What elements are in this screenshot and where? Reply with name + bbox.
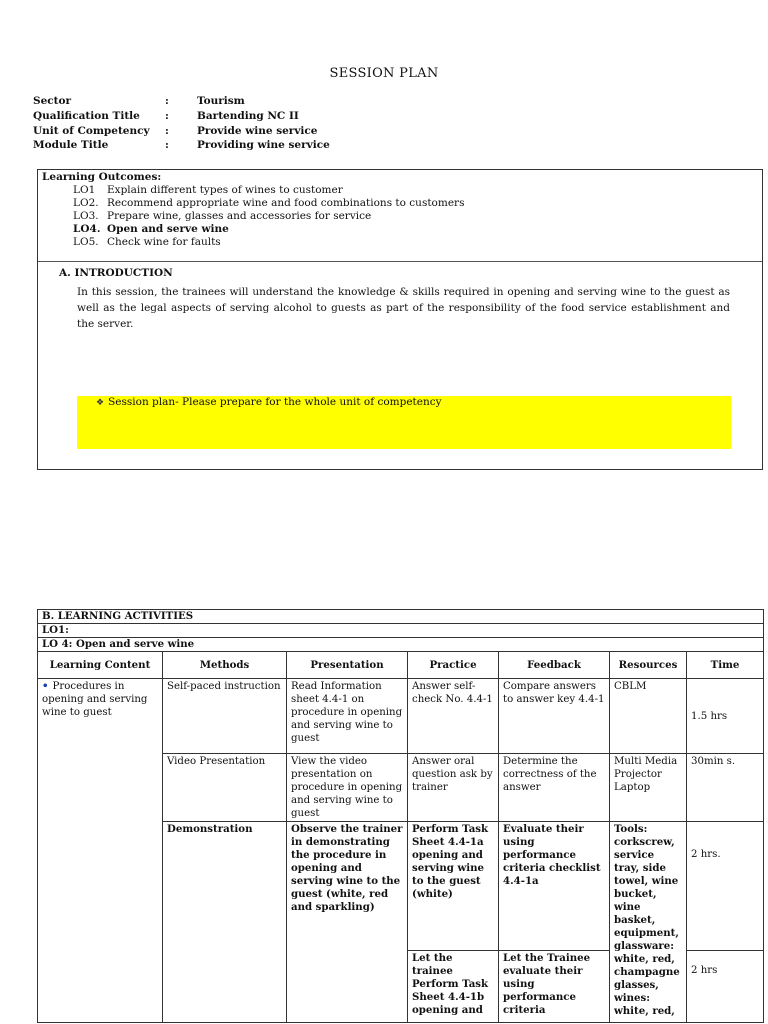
lo-text: Recommend appropriate wine and food combinations to customers <box>107 197 465 209</box>
highlighted-note <box>77 396 731 449</box>
introduction-heading: A. INTRODUCTION <box>59 267 173 279</box>
learning-outcomes-heading: Learning Outcomes: <box>42 171 162 183</box>
header-key: Qualification Title <box>33 110 140 122</box>
diamond-bullet-icon: ❖ <box>96 398 105 408</box>
learning-outcome-item <box>73 210 371 222</box>
activities-heading: B. LEARNING ACTIVITIES <box>38 610 764 624</box>
lo-text: Check wine for faults <box>107 236 221 248</box>
presentation-cell: View the video presentation on procedure in opening and serving wine to guest <box>287 754 408 822</box>
lo-number: LO4. <box>73 223 101 235</box>
header-colon: : <box>165 95 169 107</box>
learning-outcome-item <box>73 197 464 209</box>
bullet-icon: • <box>42 680 49 692</box>
resources-cell: Tools: corkscrew, service tray, side towel, wine bucket, wine basket, equipment, glassware: white, red, champagne glasses, wines: white, red, <box>610 822 687 1023</box>
introduction-text: In this session, the trainees will understand the knowledge & skills required in opening and serving wine to the guest as well as the legal aspects of serving alcohol to guests as part of the responsibility of the food service establishment and the server. <box>77 286 730 330</box>
time-cell: 1.5 hrs <box>687 679 764 754</box>
header-colon: : <box>165 110 169 122</box>
presentation-cell: Observe the trainer in demonstrating the procedure in opening and serving wine to the guest (white, red and sparkling) <box>287 822 408 1023</box>
resources-cell: CBLM <box>610 679 687 754</box>
col-header-resources: Resources <box>610 652 687 679</box>
time-cell: 2 hrs. <box>687 822 764 951</box>
section-divider <box>38 261 762 262</box>
lo-text: Prepare wine, glasses and accessories for service <box>107 210 372 222</box>
header-value: Tourism <box>197 95 245 107</box>
learning-outcome-item <box>73 236 221 248</box>
lo4-row: LO 4: Open and serve wine <box>38 638 764 652</box>
page-title: SESSION PLAN <box>329 66 439 81</box>
header-value: Bartending NC II <box>197 110 299 122</box>
practice-cell: Answer oral question ask by trainer <box>408 754 499 822</box>
time-cell: 2 hrs <box>687 951 764 1023</box>
col-header-practice: Practice <box>408 652 499 679</box>
lo-text: Open and serve wine <box>107 223 229 235</box>
header-value: Provide wine service <box>197 125 318 137</box>
practice-cell: Perform Task Sheet 4.4-1a opening and serving wine to the guest (white) <box>408 822 499 951</box>
method-cell: Demonstration <box>163 822 287 1023</box>
learning-content-cell <box>38 679 163 1023</box>
note-line <box>96 396 442 408</box>
col-header-learning-content: Learning Content <box>38 652 163 679</box>
note-text: Session plan- Please prepare for the whole unit of competency <box>108 396 442 408</box>
header-colon: : <box>165 139 169 151</box>
lo-number: LO5. <box>73 236 99 248</box>
col-header-feedback: Feedback <box>499 652 610 679</box>
presentation-cell: Read Information sheet 4.4-1 on procedure in opening and serving wine to guest <box>287 679 408 754</box>
lo-number: LO3. <box>73 210 99 222</box>
lo-text: Explain different types of wines to customer <box>107 184 343 196</box>
resources-cell: Multi Media Projector Laptop <box>610 754 687 822</box>
practice-cell: Answer self-check No. 4.4-1 <box>408 679 499 754</box>
header-value: Providing wine service <box>197 139 330 151</box>
header-colon: : <box>165 125 169 137</box>
method-cell: Self-paced instruction <box>163 679 287 754</box>
learning-activities-table <box>37 609 764 1023</box>
col-header-methods: Methods <box>163 652 287 679</box>
practice-cell: Let the trainee Perform Task Sheet 4.4-1b opening and <box>408 951 499 1023</box>
header-key: Module Title <box>33 139 109 151</box>
learning-content-text: Procedures in opening and serving wine to guest <box>42 681 148 718</box>
learning-outcome-item-current <box>73 223 229 235</box>
method-cell: Video Presentation <box>163 754 287 822</box>
col-header-presentation: Presentation <box>287 652 408 679</box>
header-key: Unit of Competency <box>33 125 150 137</box>
header-key: Sector <box>33 95 72 107</box>
feedback-cell: Determine the correctness of the answer <box>499 754 610 822</box>
feedback-cell: Evaluate their using performance criteria checklist 4.4-1a <box>499 822 610 951</box>
lo1-row: LO1: <box>38 624 764 638</box>
col-header-time: Time <box>687 652 764 679</box>
feedback-cell: Let the Trainee evaluate their using performance criteria <box>499 951 610 1023</box>
learning-outcome-item <box>73 184 343 196</box>
feedback-cell: Compare answers to answer key 4.4-1 <box>499 679 610 754</box>
outcomes-introduction-box <box>37 169 763 470</box>
lo-number: LO2. <box>73 197 99 209</box>
lo-number: LO1 <box>73 184 96 196</box>
time-cell: 30min s. <box>687 754 764 822</box>
